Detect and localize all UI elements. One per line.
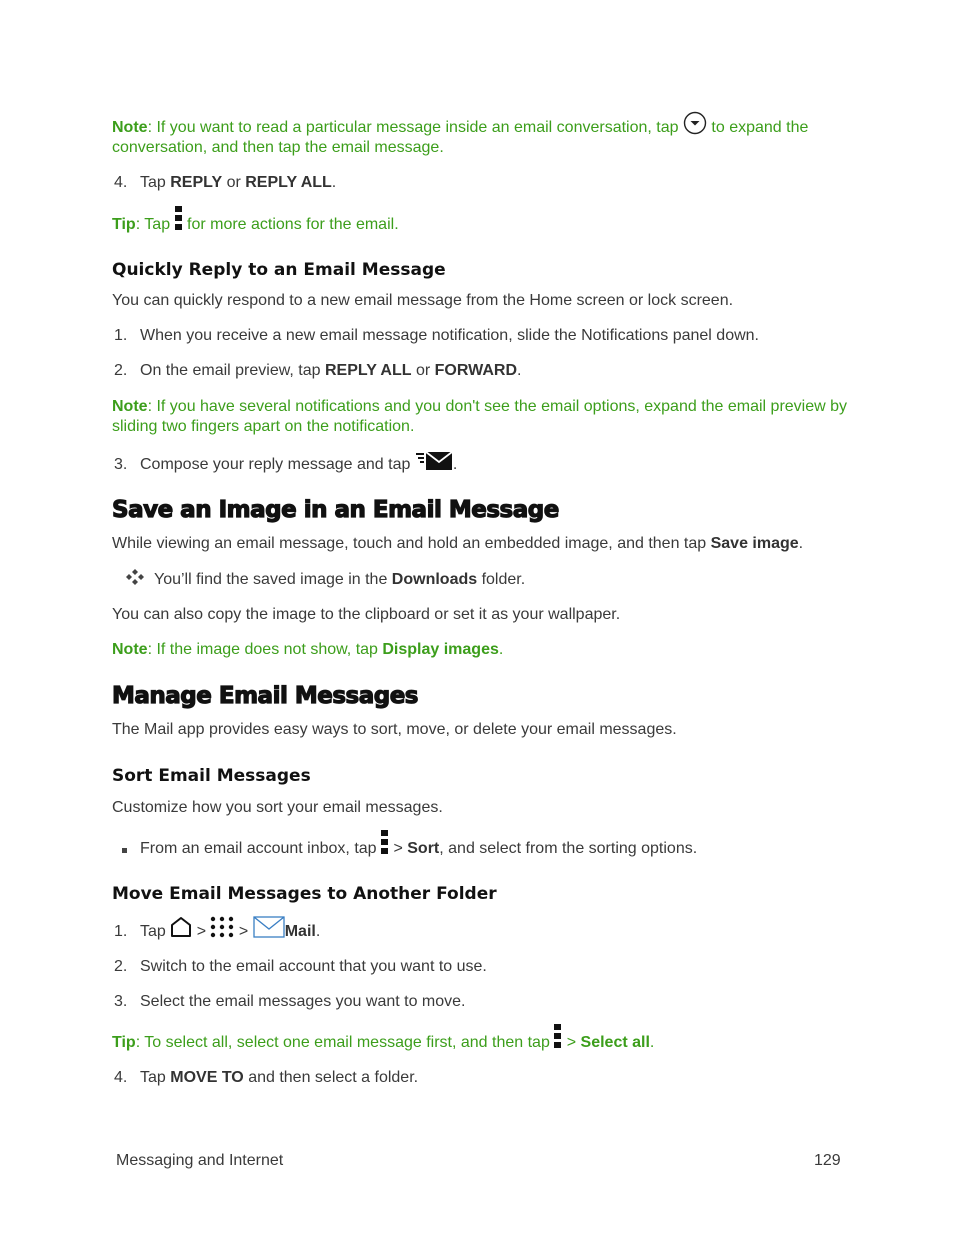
step-number: 2. [114,958,128,975]
note-display-images: Note: If the image does not show, tap Display images. [112,641,504,658]
send-icon [415,451,453,471]
tip-select-all: Tip: To select all, select one email message first, and then tap > Select all. [112,1033,847,1053]
step-number: 2. [114,362,128,379]
bullet-diamond-icon [126,569,144,585]
paragraph-save-image: While viewing an email message, touch and hold an embedded image, and then tap Save image. [112,535,804,552]
step-email-preview: On the email preview, tap REPLY ALL or FORWARD. [140,362,522,379]
home-icon [170,916,192,938]
step-number: 3. [114,456,128,473]
heading-sort-email: Sort Email Messages [112,766,311,786]
heading-quickly-reply: Quickly Reply to an Email Message [112,260,446,280]
step-move-to: Tap MOVE TO and then select a folder. [140,1069,419,1086]
mail-icon [253,916,285,938]
step-reply: Tap REPLY or REPLY ALL. [140,174,337,191]
more-menu-icon [175,206,183,230]
step-compose-reply: Compose your reply message and tap . [140,455,457,475]
more-menu-icon [381,830,389,854]
step-select-messages: Select the email messages you want to move. [140,993,466,1010]
step-number: 1. [114,327,128,344]
heading-move-email: Move Email Messages to Another Folder [112,884,497,904]
bullet-downloads-folder: You’ll find the saved image in the Downloads folder. [154,571,526,588]
bullet-square [122,848,127,853]
bullet-sort-options: From an email account inbox, tap > Sort, and select from the sorting options. [140,839,697,859]
apps-grid-icon [210,916,234,938]
heading-manage-email: Manage Email Messages [112,683,418,709]
note-expand-conversation: Note: If you want to read a particular message inside an email conversation, tap to expand the conversation, and then tap the email message. [112,118,847,158]
step-number: 4. [114,1069,128,1086]
tip-more-actions: Tip: Tap for more actions for the email. [112,215,847,235]
step-switch-account: Switch to the email account that you want to use. [140,958,487,975]
step-number: 4. [114,174,128,191]
footer-page-number: 129 [814,1152,841,1169]
expand-circle-icon [683,111,707,135]
paragraph-quickly-reply: You can quickly respond to a new email message from the Home screen or lock screen. [112,292,734,309]
step-number: 3. [114,993,128,1010]
step-number: 1. [114,923,128,940]
paragraph-manage-email: The Mail app provides easy ways to sort, move, or delete your email messages. [112,721,677,738]
step-open-mail: Tap > > Mail. [140,922,320,942]
paragraph-sort-email: Customize how you sort your email messages. [112,799,443,816]
paragraph-copy-image: You can also copy the image to the clipboard or set it as your wallpaper. [112,606,621,623]
heading-save-image: Save an Image in an Email Message [112,497,559,523]
footer-section-title: Messaging and Internet [116,1152,284,1169]
step-slide-notifications: When you receive a new email message notification, slide the Notifications panel down. [140,327,759,344]
note-several-notifications: Note: If you have several notifications and you don't see the email options, expand the email preview by sliding two fingers apart on the notification. [112,398,848,435]
